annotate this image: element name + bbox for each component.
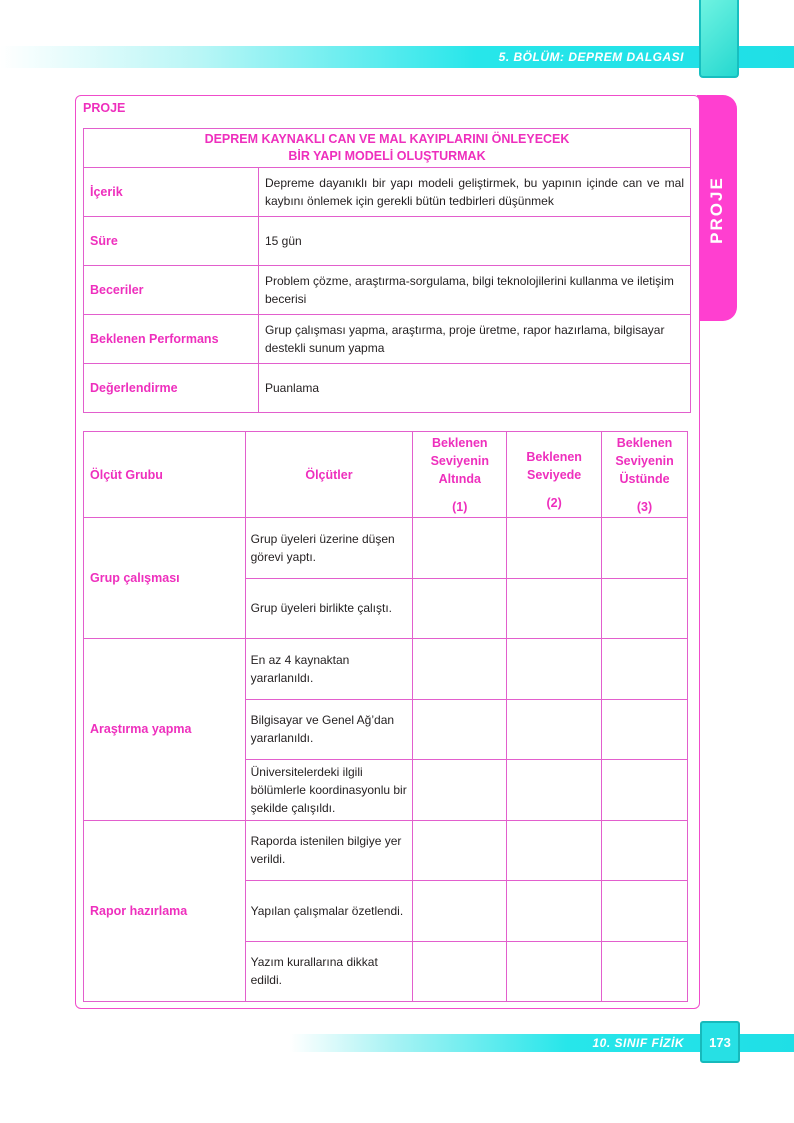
- rubric-row: [84, 639, 688, 700]
- header-below-score: (1): [452, 499, 468, 514]
- score-cell-above[interactable]: [602, 578, 688, 639]
- info-label: Süre: [84, 217, 259, 266]
- rubric-group-name: Grup çalışması: [84, 518, 246, 639]
- score-cell-at[interactable]: [507, 578, 602, 639]
- rubric-table: [83, 431, 688, 1002]
- score-cell-at[interactable]: [507, 941, 602, 1002]
- rubric-criterion: Üniversitelerdeki ilgili bölümlerle koordinasyonlu bir şekilde çalışıldı.: [245, 760, 413, 821]
- score-cell-at[interactable]: [507, 881, 602, 942]
- header-at: [507, 432, 602, 518]
- score-cell-below[interactable]: [413, 518, 507, 579]
- score-cell-at[interactable]: [507, 699, 602, 760]
- project-info-table: [83, 128, 691, 413]
- rubric-row: [84, 518, 688, 579]
- rubric-group-name: Rapor hazırlama: [84, 820, 246, 1002]
- score-cell-at[interactable]: [507, 518, 602, 579]
- info-row: [84, 364, 691, 413]
- info-value: Puanlama: [259, 364, 691, 413]
- info-row: [84, 315, 691, 364]
- header-at-label: Beklenen Seviyede: [526, 449, 582, 482]
- info-label: İçerik: [84, 168, 259, 217]
- header-above: [602, 432, 688, 518]
- score-cell-below[interactable]: [413, 881, 507, 942]
- rubric-criterion: Grup üyeleri birlikte çalıştı.: [245, 578, 413, 639]
- rubric-row: [84, 820, 688, 881]
- info-row: [84, 168, 691, 217]
- project-title: [84, 129, 691, 168]
- info-label: Değerlendirme: [84, 364, 259, 413]
- score-cell-above[interactable]: [602, 760, 688, 821]
- rubric-group-name: Araştırma yapma: [84, 639, 246, 821]
- header-group: Ölçüt Grubu: [84, 432, 246, 518]
- score-cell-at[interactable]: [507, 760, 602, 821]
- rubric-criterion: Yapılan çalışmalar özetlendi.: [245, 881, 413, 942]
- rubric-criterion: Bilgisayar ve Genel Ağ’dan yararlanıldı.: [245, 699, 413, 760]
- book-title: 10. SINIF FİZİK: [592, 1036, 684, 1050]
- rubric-header-row: [84, 432, 688, 518]
- score-cell-above[interactable]: [602, 518, 688, 579]
- score-cell-above[interactable]: [602, 820, 688, 881]
- rubric-criterion: Raporda istenilen bilgiye yer verildi.: [245, 820, 413, 881]
- info-value: Grup çalışması yapma, araştırma, proje üretme, rapor hazırlama, bilgisayar destekli sunum yapma: [259, 315, 691, 364]
- rubric-criterion: En az 4 kaynaktan yararlanıldı.: [245, 639, 413, 700]
- section-label: PROJE: [83, 101, 126, 115]
- info-row: [84, 217, 691, 266]
- header-criteria: Ölçütler: [245, 432, 413, 518]
- score-cell-below[interactable]: [413, 941, 507, 1002]
- info-value: Depreme dayanıklı bir yapı modeli geliştirmek, bu yapının içinde can ve mal kaybını önlemek için gerekli bütün tedbirleri düşünmek: [259, 168, 691, 217]
- header-at-score: (2): [546, 495, 562, 510]
- score-cell-below[interactable]: [413, 760, 507, 821]
- score-cell-below[interactable]: [413, 820, 507, 881]
- info-label: Beklenen Performans: [84, 315, 259, 364]
- project-title-line1: DEPREM KAYNAKLI CAN VE MAL KAYIPLARINI ÖNLEYECEK: [204, 132, 570, 146]
- score-cell-above[interactable]: [602, 881, 688, 942]
- score-cell-below[interactable]: [413, 699, 507, 760]
- score-cell-above[interactable]: [602, 639, 688, 700]
- score-cell-at[interactable]: [507, 820, 602, 881]
- page-number-box: [700, 1021, 740, 1063]
- info-value: 15 gün: [259, 217, 691, 266]
- info-label: Beceriler: [84, 266, 259, 315]
- header-above-score: (3): [636, 499, 653, 514]
- header-above-label: Beklenen Seviyenin Üstünde: [615, 435, 674, 486]
- page-number: 173: [709, 1034, 731, 1050]
- score-cell-above[interactable]: [602, 941, 688, 1002]
- score-cell-above[interactable]: [602, 699, 688, 760]
- project-title-line2: BİR YAPI MODELİ OLUŞTURMAK: [288, 149, 486, 163]
- chapter-title: 5. BÖLÜM: DEPREM DALGASI: [498, 50, 684, 64]
- side-tab-label-wrap: [697, 170, 737, 250]
- header-below-label: Beklenen Seviyenin Altında: [430, 435, 489, 486]
- side-tab-label: PROJE: [707, 176, 727, 244]
- score-cell-at[interactable]: [507, 639, 602, 700]
- header-tab-decoration: [699, 0, 739, 78]
- score-cell-below[interactable]: [413, 639, 507, 700]
- info-value: Problem çözme, araştırma-sorgulama, bilgi teknolojilerini kullanma ve iletişim becerisi: [259, 266, 691, 315]
- score-cell-below[interactable]: [413, 578, 507, 639]
- header-below: [413, 432, 507, 518]
- rubric-criterion: Yazım kurallarına dikkat edildi.: [245, 941, 413, 1002]
- info-row: [84, 266, 691, 315]
- rubric-criterion: Grup üyeleri üzerine düşen görevi yaptı.: [245, 518, 413, 579]
